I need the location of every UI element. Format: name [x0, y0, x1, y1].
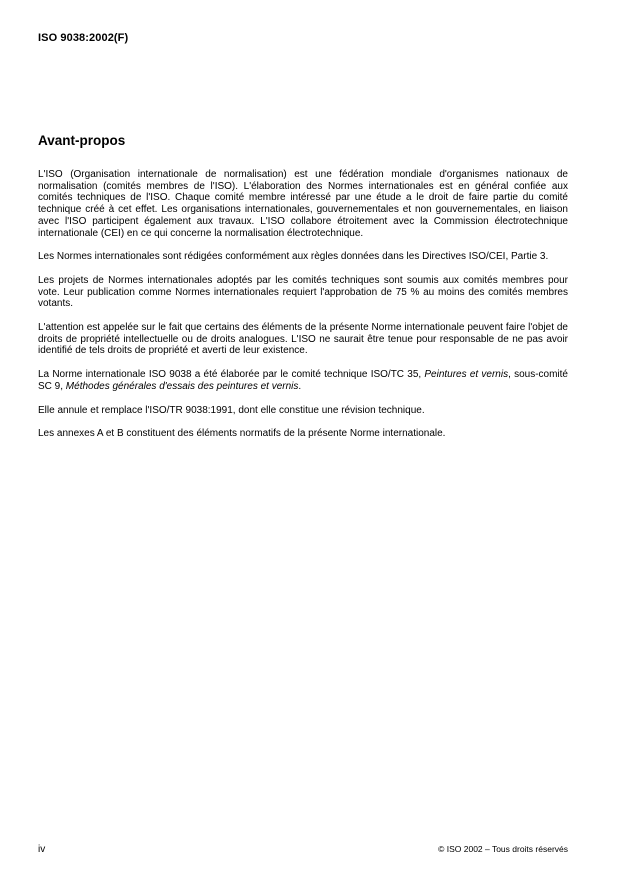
foreword-paragraph-2: Les Normes internationales sont rédigées conformément aux règles données dans les Directives ISO/CEI, Partie 3. — [38, 251, 549, 263]
committee-text-mid: , sous-comité SC 9, — [38, 369, 568, 392]
foreword-paragraph-revision: Elle annule et remplace l'ISO/TR 9038:1991, dont elle constitue une révision technique. — [38, 404, 425, 416]
foreword-paragraph-4: L'attention est appelée sur le fait que certains des éléments de la présente Norme internationale peuvent faire l'objet de droits de propriété intellectuelle ou de droits analogues. L'ISO ne saurait être tenue pour responsable de ne pas avoir identifié de tels droits de propriété et averti de leur existence. — [38, 322, 568, 357]
copyright-notice: © ISO 2002 – Tous droits réservés — [438, 844, 568, 854]
foreword-paragraph-3: Les projets de Normes internationales adoptés par les comités techniques sont soumis aux comités membres pour vote. Leur publication comme Normes internationales requiert l'approbation de 75 % au moins des comités membres votants. — [38, 274, 568, 310]
committee-title-italic: Peintures et vernis — [424, 369, 509, 381]
page-number: iv — [38, 844, 46, 855]
foreword-paragraph-1: L'ISO (Organisation internationale de normalisation) est une fédération mondiale d'organismes nationaux de normalisation (comités membres de l'ISO). L'élaboration des Normes internationales est en général confiée aux comités techniques de l'ISO. Chaque comité membre intéressé par une étude a le droit de faire partie du comité technique créé à cet effet. Les organisations internationales, gouvernementales et non gouvernementales, en liaison avec l'ISO participent également aux travaux. L'ISO collabore étroitement avec la Commission électrotechnique internationale (CEI) en ce qui concerne la normalisation électrotechnique. — [38, 169, 568, 239]
committee-text-lead: La Norme internationale ISO 9038 a été élaborée par le comité technique ISO/TC 35, — [38, 369, 425, 381]
document-footer — [38, 844, 568, 855]
committee-text-end: . — [298, 380, 302, 392]
foreword-paragraph-annexes: Les annexes A et B constituent des éléments normatifs de la présente Norme internationale. — [38, 428, 446, 440]
document-header — [38, 32, 568, 44]
section-title: Avant-propos — [38, 133, 126, 148]
document-body — [38, 133, 568, 452]
document-reference: ISO 9038:2002(F) — [38, 32, 129, 44]
foreword-paragraph-committee — [38, 369, 568, 392]
subcommittee-title-italic: Méthodes générales d'essais des peintures et vernis — [65, 380, 299, 392]
